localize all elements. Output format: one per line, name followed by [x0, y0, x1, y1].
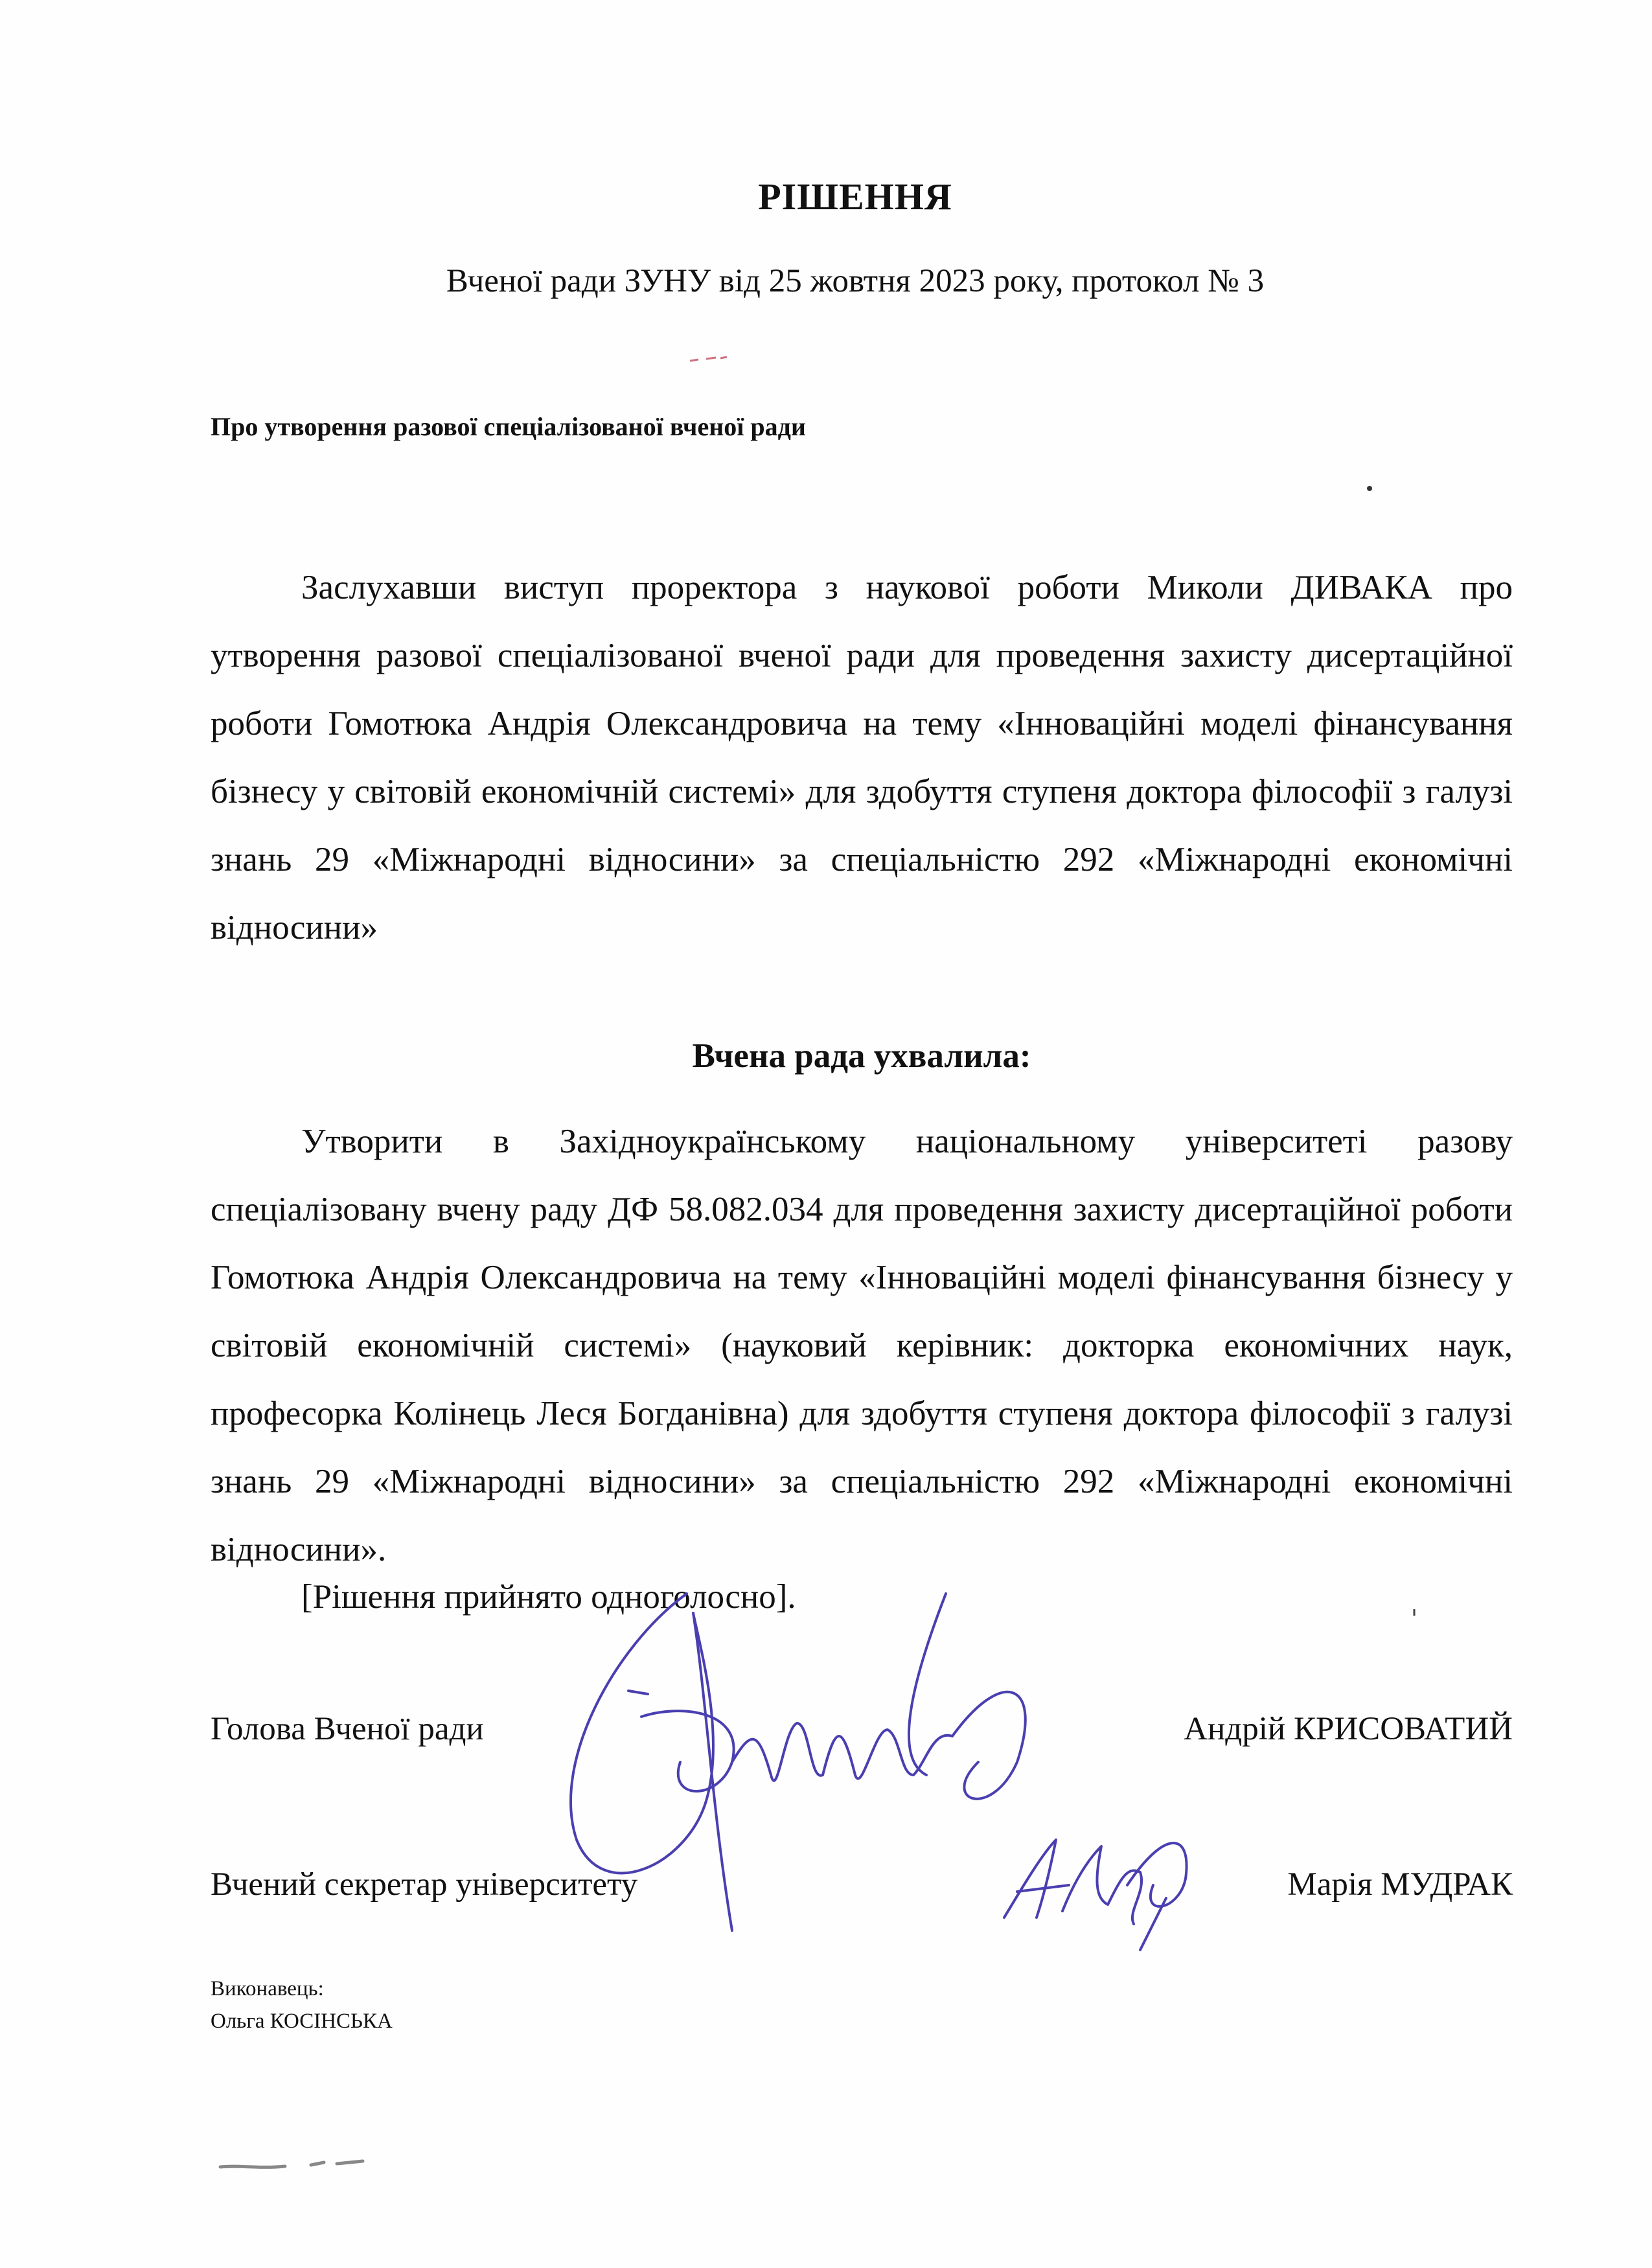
document-title: РІШЕННЯ [758, 176, 952, 218]
chair-signature-row [211, 1710, 1513, 1756]
paragraph-intro: Заслухавши виступ проректора з наукової роботи Миколи ДИВАКА про утворення разової спеціалізованої вченої ради для проведення захисту дисертаційної роботи Гомотюка Андрія Олександровича на тему «Інноваційні моделі фінансування бізнесу у світовій економічній системі» для здобуття ступеня доктора філософії з галузі знань 29 «Міжнародні відносини» за спеціальністю 292 «Міжнародні економічні відносини» [211, 569, 1513, 946]
chair-role: Голова Вченої ради [211, 1711, 484, 1747]
scan-smudge [214, 2151, 382, 2177]
paragraph-decision: Утворити в Західноукраїнському національному університеті разову спеціалізовану вчену раду ДФ 58.082.034 для проведення захисту дисертаційної роботи Гомотюка Андрія Олександровича на тему «Інноваційні моделі фінансування бізнесу у світовій економічній системі» (науковий керівник: докторка економічних наук, професорка Колінець Леся Богданівна) для здобуття ступеня доктора філософії з галузі знань 29 «Міжнародні відносини» за спеціальністю 292 «Міжнародні економічні відносини». [211, 1123, 1513, 1568]
secretary-role: Вчений секретар університету [211, 1866, 638, 1903]
document-subject: Про утворення разової спеціалізованої вченої ради [211, 412, 806, 441]
secretary-name: Марія МУДРАК [1287, 1866, 1513, 1903]
executor-name: Ольга КОСІНСЬКА [211, 2010, 393, 2033]
scan-speck [1366, 485, 1373, 492]
scan-speck [1411, 1608, 1417, 1617]
secretary-signature-row [211, 1866, 1513, 1911]
chair-name: Андрій КРИСОВАТИЙ [1184, 1711, 1513, 1747]
executor-label: Виконавець: [211, 1977, 324, 2000]
executor-block [211, 1973, 393, 2037]
document-subtitle: Вченої ради ЗУНУ від 25 жовтня 2023 року, протокол № 3 [446, 263, 1265, 299]
scan-speck [687, 353, 732, 366]
unanimous-note: [Рішення прийнято одноголосно]. [301, 1578, 796, 1616]
resolved-heading: Вчена рада ухвалила: [692, 1037, 1031, 1075]
